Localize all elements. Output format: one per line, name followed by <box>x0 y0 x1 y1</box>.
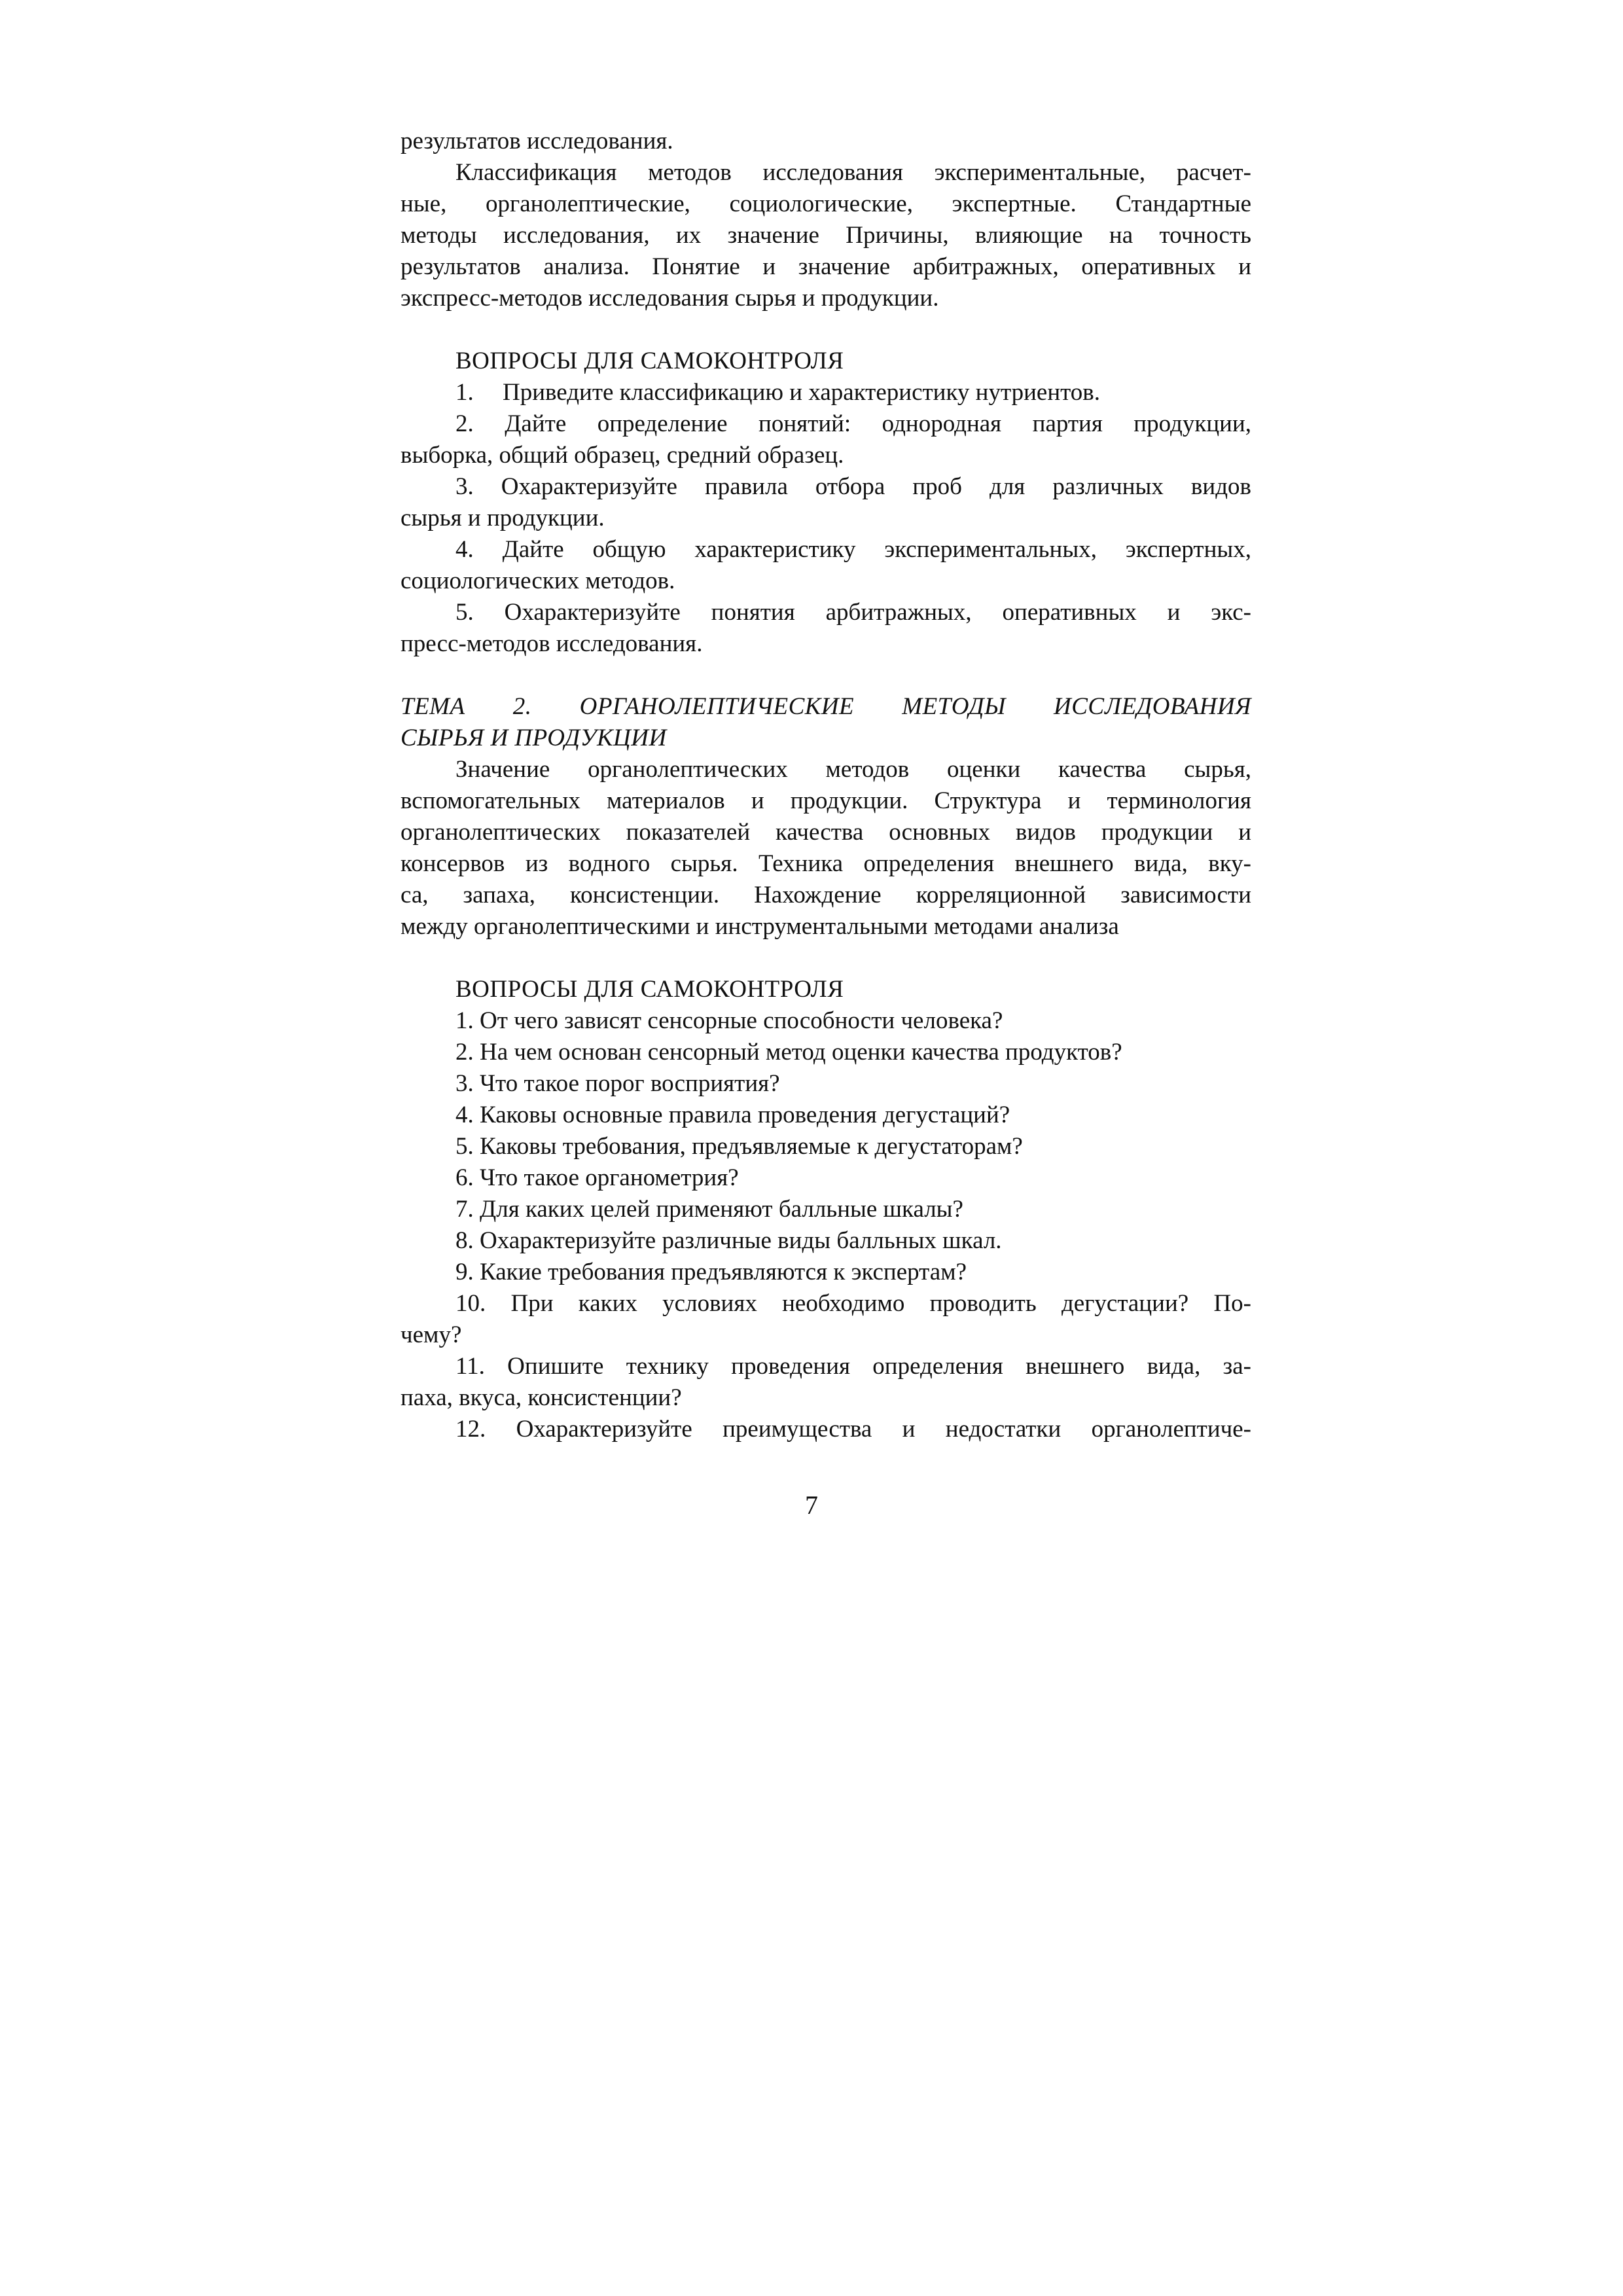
topic-para-line: са, запаха, консистенции. Нахождение корреляционной зависимости <box>401 882 1251 908</box>
question-line: 12. Охарактеризуйте преимущества и недостатки органолептиче- <box>455 1416 1251 1443</box>
question-line: 11. Опишите технику проведения определения внешнего вида, за- <box>455 1353 1251 1380</box>
topic-title: СЫРЬЯ И ПРОДУКЦИИ <box>401 725 667 751</box>
question-item: 4. Каковы основные правила проведения дегустаций? <box>455 1102 1010 1128</box>
question-item: 8. Охарактеризуйте различные виды балльных шкал. <box>455 1227 1002 1254</box>
question-line: 10. При каких условиях необходимо проводить дегустации? По- <box>455 1290 1251 1317</box>
question-text: Приведите классификацию и характеристику нутриентов. <box>503 379 1101 406</box>
question-line: чему? <box>401 1321 462 1348</box>
question-line: сырья и продукции. <box>401 505 605 531</box>
intro-para-line: результатов анализа. Понятие и значение арбитражных, оперативных и <box>401 253 1251 280</box>
question-item: 2. На чем основан сенсорный метод оценки качества продуктов? <box>455 1039 1122 1066</box>
question-item <box>401 377 1251 408</box>
question-line: паха, вкуса, консистенции? <box>401 1384 682 1411</box>
topic-para-line: консервов из водного сырья. Техника определения внешнего вида, вку- <box>401 850 1251 877</box>
intro-para-line: ные, органолептические, социологические, экспертные. Стандартные <box>401 190 1251 217</box>
page-text <box>401 126 1251 1445</box>
question-item: 7. Для каких целей применяют балльные шкалы? <box>455 1196 963 1223</box>
section-heading: ВОПРОСЫ ДЛЯ САМОКОНТРОЛЯ <box>455 348 844 374</box>
question-item: 5. Каковы требования, предъявляемые к дегустаторам? <box>455 1133 1023 1160</box>
intro-para-line: методы исследования, их значение Причины, влияющие на точность <box>401 222 1251 249</box>
intro-para-line: экспресс-методов исследования сырья и продукции. <box>401 285 939 312</box>
question-line: выборка, общий образец, средний образец. <box>401 442 844 469</box>
section-heading: ВОПРОСЫ ДЛЯ САМОКОНТРОЛЯ <box>455 976 844 1003</box>
topic-para-line: органолептических показателей качества основных видов продукции и <box>401 819 1251 846</box>
question-line: пресс-методов исследования. <box>401 630 703 657</box>
topic-para-line: вспомогательных материалов и продукции. Структура и терминология <box>401 787 1251 814</box>
question-item: 6. Что такое органометрия? <box>455 1164 739 1191</box>
topic-para-line: Значение органолептических методов оценки качества сырья, <box>455 756 1251 783</box>
question-item: 1. От чего зависят сенсорные способности человека? <box>455 1007 1003 1034</box>
page-number: 7 <box>805 1490 818 1520</box>
question-line: 4. Дайте общую характеристику экспериментальных, экспертных, <box>455 536 1251 563</box>
intro-line: результатов исследования. <box>401 128 673 154</box>
question-line: 3. Охарактеризуйте правила отбора проб для различных видов <box>455 473 1251 500</box>
question-line: социологических методов. <box>401 567 675 594</box>
question-line: 2. Дайте определение понятий: однородная партия продукции, <box>455 410 1251 437</box>
question-number: 1. <box>455 379 474 406</box>
question-item: 9. Какие требования предъявляются к экспертам? <box>455 1259 967 1285</box>
topic-para-line: между органолептическими и инструментальными методами анализа <box>401 913 1119 940</box>
intro-para-line: Классификация методов исследования экспериментальные, расчет- <box>455 159 1251 186</box>
question-line: 5. Охарактеризуйте понятия арбитражных, оперативных и экс- <box>455 599 1251 626</box>
topic-title: ТЕМА 2. ОРГАНОЛЕПТИЧЕСКИЕ МЕТОДЫ ИССЛЕДОВАНИЯ <box>401 693 1251 720</box>
question-item: 3. Что такое порог восприятия? <box>455 1070 780 1097</box>
